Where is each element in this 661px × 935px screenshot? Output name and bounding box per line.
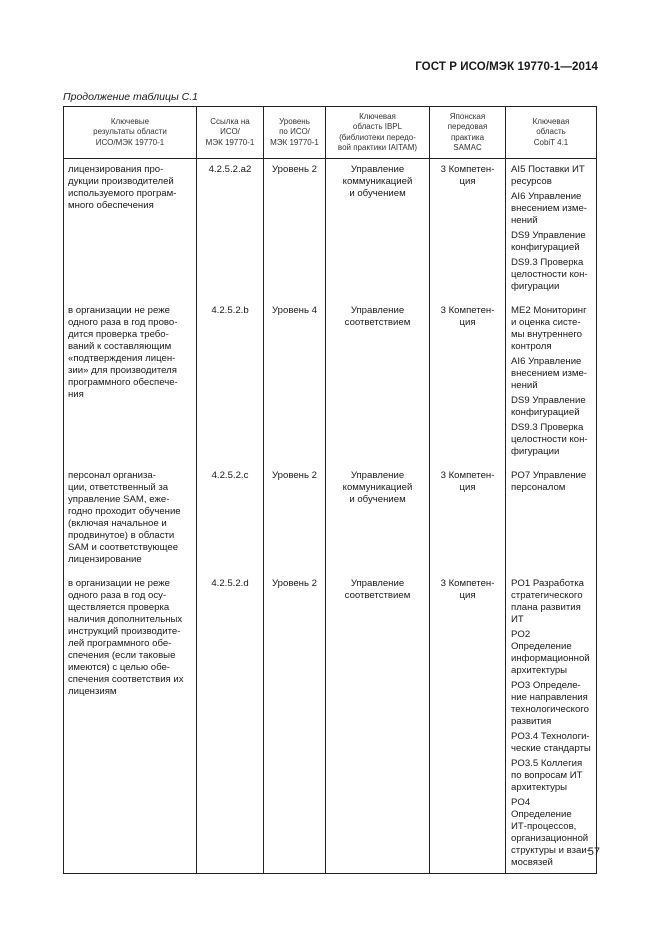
text-line: персонал организа-	[68, 470, 156, 481]
cobit-item	[511, 578, 592, 626]
text-line: AI6 Управление	[511, 356, 582, 367]
text-line: конфигурацией	[511, 242, 580, 253]
text-line: 3 Компетен-	[440, 470, 495, 481]
cobit-item	[511, 629, 592, 677]
text-line: Ключевая	[532, 116, 570, 126]
text-line: и обучением	[349, 494, 406, 505]
text-line: конфигурацией	[511, 407, 580, 418]
text-line: PO7 Управление	[511, 470, 587, 481]
text-line: спечения соответствия их	[68, 674, 184, 685]
text-line: персоналом	[511, 482, 566, 493]
col-header-results	[64, 107, 197, 159]
table-row	[64, 159, 597, 306]
text-line: зии» для производителя	[68, 365, 177, 376]
col-header-ibpl	[326, 107, 430, 159]
text-line: плана развития	[511, 602, 581, 613]
cell-cobit	[506, 159, 597, 306]
cobit-item	[511, 797, 592, 869]
text-line: ИТ	[511, 614, 524, 625]
text-line: практика	[450, 132, 485, 142]
text-line: Ключевые	[110, 116, 150, 126]
cobit-item	[511, 422, 592, 458]
text-line: ИТ-процессов,	[511, 821, 577, 832]
cell-reference: 4.2.5.2.c	[197, 470, 264, 578]
cobit-item	[511, 731, 592, 755]
col-header-reference	[197, 107, 264, 159]
text-line: внесением изме-	[511, 203, 588, 214]
cobit-item	[511, 470, 592, 494]
text-line: ция	[459, 176, 476, 187]
text-line: (включая начальное и	[68, 518, 167, 529]
text-line: много обеспечения	[68, 200, 154, 211]
text-line: SAMAC	[453, 143, 482, 152]
text-line: МЭК 19770-1	[205, 137, 255, 147]
text-line: в организации не реже	[68, 305, 170, 316]
standard-header: ГОСТ Р ИСО/МЭК 19770-1—2014	[415, 61, 598, 73]
text-line: по вопросам ИТ	[511, 770, 583, 781]
text-line: ваний к составляющим	[68, 341, 172, 352]
text-line: фигурации	[511, 281, 560, 292]
text-line: инструкций производите-	[68, 626, 181, 637]
text-line: структуры и взаи-	[511, 845, 590, 856]
text-line: DS9.3 Проверка	[511, 422, 584, 433]
text-line: соответствием	[344, 590, 411, 601]
table-row	[64, 470, 597, 578]
text-line: мы внутреннего	[511, 329, 582, 340]
cell-level: Уровень 2	[264, 159, 326, 306]
cobit-item	[511, 257, 592, 293]
cell-reference: 4.2.5.2.b	[197, 305, 264, 470]
text-line: одного раза в год прово-	[68, 317, 178, 328]
text-line: CobiT 4.1	[533, 137, 569, 147]
text-line: вой практики IAITAM)	[337, 143, 418, 152]
text-line: имеются) с целью обе-	[68, 662, 170, 673]
cell-samac	[430, 470, 506, 578]
text-line: Управление	[350, 578, 405, 589]
text-line: ресурсов	[511, 176, 552, 187]
text-line: и оценка систе-	[511, 317, 581, 328]
text-line: организационной	[511, 833, 589, 844]
text-line: область IBPL	[352, 122, 403, 131]
text-line: лицензирования про-	[68, 164, 164, 175]
text-line: информационной	[511, 653, 590, 664]
text-line: Ключевая	[359, 111, 396, 121]
text-line: по ИСО/	[279, 127, 310, 137]
cobit-item	[511, 230, 592, 254]
cobit-item	[511, 164, 592, 188]
text-line: фигурации	[511, 446, 560, 457]
text-line: лей программного обе-	[68, 638, 172, 649]
table-row	[64, 305, 597, 470]
text-line: используемого програм-	[68, 188, 177, 199]
cell-level: Уровень 4	[264, 305, 326, 470]
text-line: Ссылка на	[210, 116, 250, 126]
text-line: годно проходит обучение	[68, 506, 181, 517]
text-line: коммуникацией	[342, 176, 413, 187]
text-line: ция	[459, 317, 476, 328]
cell-samac	[430, 305, 506, 470]
cell-ibpl	[326, 159, 430, 306]
text-line: программного обеспече-	[68, 377, 178, 388]
cell-reference: 4.2.5.2.a2	[197, 159, 264, 306]
text-line: наличия дополнительных	[68, 614, 183, 625]
text-line: PO3.5 Коллегия	[511, 758, 583, 769]
col-header-cobit	[506, 107, 597, 159]
text-line: DS9 Управление	[511, 230, 586, 241]
table-row	[64, 578, 597, 874]
text-line: соответствием	[344, 317, 411, 328]
text-line: архитектуры	[511, 782, 568, 793]
table-continuation-label: Продолжение таблицы С.1	[63, 91, 198, 103]
text-line: в организации не реже	[68, 578, 170, 589]
cobit-item	[511, 191, 592, 227]
table-header	[64, 107, 597, 159]
cobit-item	[511, 395, 592, 419]
text-line: дукции производителей	[68, 176, 174, 187]
text-line: технологического	[511, 704, 589, 715]
text-line: стратегического	[511, 590, 583, 601]
text-line: DS9 Управление	[511, 395, 586, 406]
col-header-samac	[430, 107, 506, 159]
cobit-item	[511, 356, 592, 392]
text-line: 3 Компетен-	[440, 578, 495, 589]
text-line: AI6 Управление	[511, 191, 582, 202]
cell-level: Уровень 2	[264, 470, 326, 578]
text-line: ческие стандарты	[511, 743, 591, 754]
text-line: мосвязей	[511, 857, 553, 868]
text-line: контроля	[511, 341, 552, 352]
text-line: МЭК 19770-1	[270, 137, 319, 147]
text-line: DS9.3 Проверка	[511, 257, 584, 268]
cell-reference: 4.2.5.2.d	[197, 578, 264, 874]
text-line: передовая	[447, 122, 488, 131]
cell-cobit	[506, 305, 597, 470]
text-line: результаты области	[93, 127, 167, 137]
text-line: одного раза в год осу-	[68, 590, 167, 601]
text-line: коммуникацией	[342, 482, 413, 493]
cell-cobit	[506, 470, 597, 578]
text-line: Управление	[350, 470, 405, 481]
text-line: продвинутое) в области	[68, 530, 175, 541]
cobit-item	[511, 680, 592, 728]
cell-samac	[430, 159, 506, 306]
text-line: развития	[511, 716, 552, 727]
cell-result	[64, 159, 197, 306]
text-line: и обучением	[349, 188, 406, 199]
text-line: ние направления	[511, 692, 588, 703]
text-line: спечения (если таковые	[68, 650, 176, 661]
text-line: ция	[459, 590, 476, 601]
comparison-table	[63, 106, 597, 874]
text-line: управление SAM, еже-	[68, 494, 170, 505]
text-line: лицензирование	[68, 554, 142, 565]
text-line: ния	[68, 389, 84, 400]
cell-samac	[430, 578, 506, 874]
text-line: целостности кон-	[511, 434, 588, 445]
text-line: нений	[511, 380, 538, 391]
text-line: ция	[459, 482, 476, 493]
cell-cobit	[506, 578, 597, 874]
text-line: Японская	[449, 111, 486, 121]
text-line: PO1 Разработка	[511, 578, 584, 589]
cell-result	[64, 578, 197, 874]
cell-result	[64, 470, 197, 578]
text-line: PO3 Определе-	[511, 680, 581, 691]
col-header-level	[264, 107, 326, 159]
cell-result	[64, 305, 197, 470]
text-line: PO3.4 Технологи-	[511, 731, 590, 742]
text-line: дится проверка требо-	[68, 329, 169, 340]
cell-level: Уровень 2	[264, 578, 326, 874]
cobit-item	[511, 305, 592, 353]
text-line: Управление	[350, 164, 405, 175]
text-line: архитектуры	[511, 665, 568, 676]
text-line: PO4 Определение	[511, 797, 572, 820]
cell-ibpl	[326, 305, 430, 470]
text-line: ществляется проверка	[68, 602, 170, 613]
cell-ibpl	[326, 470, 430, 578]
text-line: (библиотеки передо-	[339, 132, 416, 142]
text-line: «подтверждения лицен-	[68, 353, 176, 364]
text-line: 3 Компетен-	[440, 305, 495, 316]
cell-ibpl	[326, 578, 430, 874]
text-line: ME2 Мониторинг	[511, 305, 587, 316]
text-line: ции, ответственный за	[68, 482, 169, 493]
text-line: 3 Компетен-	[440, 164, 495, 175]
text-line: ИСО/МЭК 19770-1	[95, 137, 165, 147]
cobit-item	[511, 758, 592, 794]
text-line: ИСО/	[220, 127, 240, 137]
text-line: лицензиям	[68, 686, 117, 697]
text-line: AI5 Поставки ИТ	[511, 164, 585, 175]
text-line: PO2 Определение	[511, 629, 572, 652]
text-line: внесением изме-	[511, 368, 588, 379]
text-line: Управление	[350, 305, 405, 316]
page-number: 57	[587, 846, 600, 858]
text-line: SAM и соответствующее	[68, 542, 179, 553]
text-line: целостности кон-	[511, 269, 588, 280]
text-line: Уровень	[279, 116, 310, 126]
text-line: нений	[511, 215, 538, 226]
text-line: область	[536, 127, 566, 137]
